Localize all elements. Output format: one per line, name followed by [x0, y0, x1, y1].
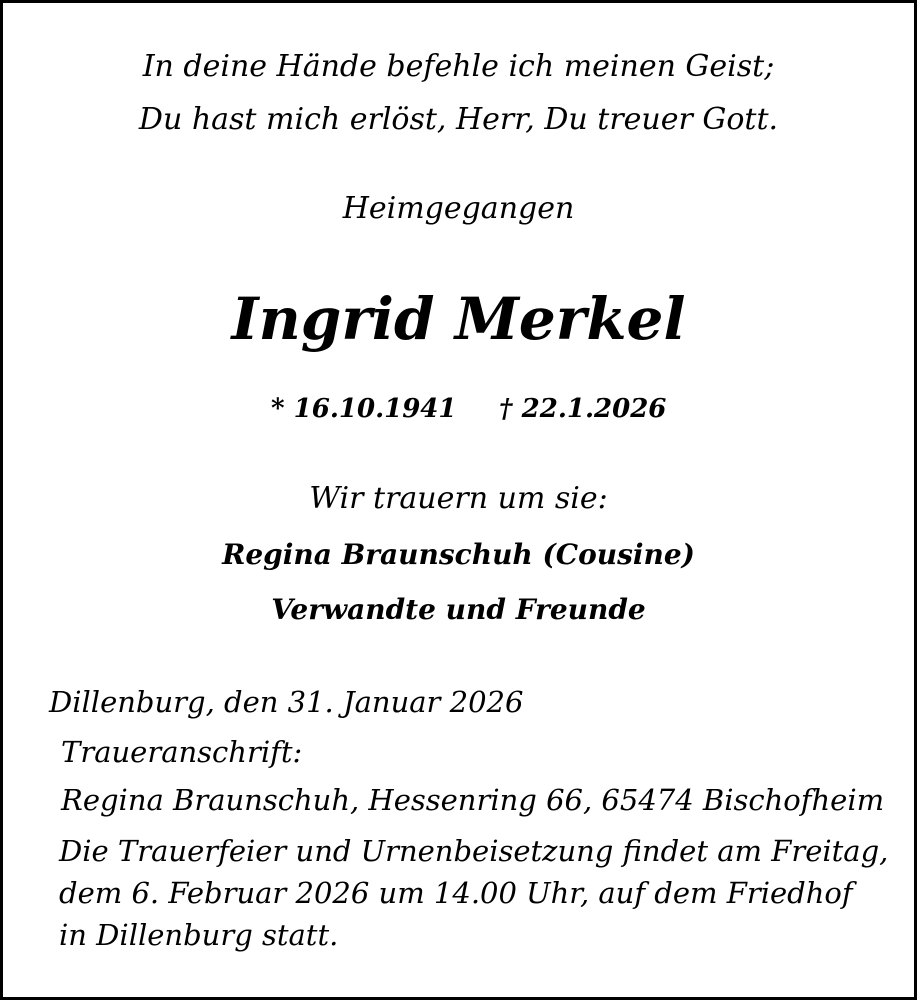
service-line-2: dem 6. Februar 2026 um 14.00 Uhr, auf dem Friedhof	[59, 876, 853, 910]
service-info	[59, 830, 888, 956]
life-dates	[3, 389, 914, 429]
verse-line-2: Du hast mich erlöst, Herr, Du treuer Gott.	[138, 102, 779, 137]
mourner-friends: Verwandte und Freunde	[271, 593, 646, 626]
mourning-address: Regina Braunschuh, Hessenring 66, 65474 Bischofheim	[61, 783, 885, 817]
place-and-date: Dillenburg, den 31. Januar 2026	[49, 685, 524, 719]
lead-text: Heimgegangen	[342, 191, 575, 226]
deceased-name: Ingrid Merkel	[231, 285, 686, 353]
verse-line-1: In deine Hände befehle ich meinen Geist;	[142, 49, 775, 84]
service-line-3: in Dillenburg statt.	[59, 918, 339, 952]
service-line-1: Die Trauerfeier und Urnenbeisetzung findet am Freitag,	[59, 834, 889, 868]
mourn-line: Wir trauern um sie:	[309, 481, 608, 516]
mourner-relative: Regina Braunschuh (Cousine)	[222, 538, 695, 571]
birth-date: * 16.10.1941	[271, 394, 457, 424]
address-label: Traueranschrift:	[61, 735, 303, 769]
death-date: † 22.1.2026	[499, 394, 667, 424]
